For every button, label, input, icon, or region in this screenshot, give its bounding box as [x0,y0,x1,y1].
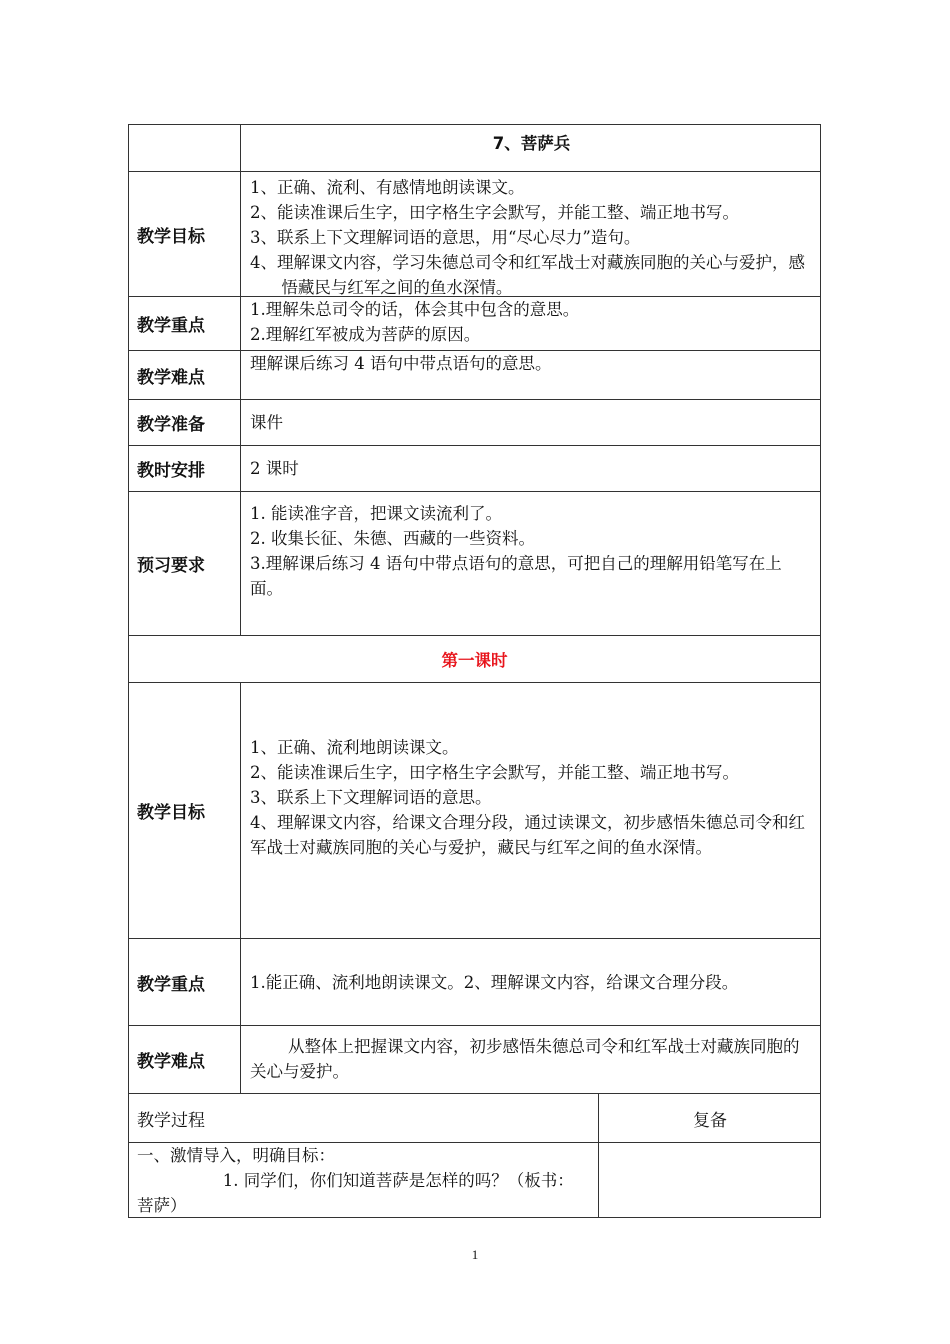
difficulty-line: 从整体上把握课文内容，初步感悟朱德总司令和红军战士对藏族同胞的关心与爱护。 [250,1037,800,1081]
row-label: 教学目标 [137,803,205,823]
process-header-row [128,1093,821,1142]
period-title-row [128,635,821,682]
difficulty-cell [240,351,821,399]
preview-line: 3.理解课后练习 4 语句中带点语句的意思，可把自己的理解用铅笔写在上面。 [250,554,782,598]
period-keypoints-row [128,938,821,1025]
preparation-row [128,399,821,445]
lesson-title: 7、菩萨兵 [492,134,571,153]
preparation-line: 课件 [250,413,283,432]
preview-line: 2. 收集长征、朱德、西藏的一些资料。 [250,529,535,548]
objective-line: 4、理解课文内容，学习朱德总司令和红军战士对藏族同胞的关心与爱护，感悟藏民与红军之间的鱼水深情。 [250,253,805,297]
period-title: 第一课时 [441,651,508,670]
keypoint-line: 1.能正确、流利地朗读课文。2、理解课文内容，给课文合理分段。 [250,972,739,992]
row-label: 教学重点 [137,316,205,336]
row-label: 教时安排 [137,461,205,481]
period-objectives-row [128,682,821,938]
row-label: 教学难点 [137,1052,205,1072]
objective-line: 2、能读准课后生字，田字格生字会默写，并能工整、端正地书写。 [250,763,739,782]
objective-line: 3、联系上下文理解词语的意思，用“尽心尽力”造句。 [250,228,641,247]
title-cell [240,125,821,171]
schedule-line: 2 课时 [250,459,299,478]
process-header: 教学过程 [137,1110,205,1131]
difficulty-line: 理解课后练习 4 语句中带点语句的意思。 [250,354,552,373]
objective-line: 1、正确、流利地朗读课文。 [250,738,459,757]
objectives-cell [240,172,821,296]
objectives-row [128,171,821,296]
keypoints-row [128,296,821,350]
title-row [128,124,821,171]
difficulty-row [128,350,821,399]
period-keypoints-cell [240,939,821,1025]
schedule-cell [240,446,821,491]
preview-row [128,491,821,635]
row-label-empty [128,125,240,171]
objective-line: 2、能读准课后生字，田字格生字会默写，并能工整、端正地书写。 [250,203,739,222]
page-number: 1 [471,1247,479,1262]
preview-cell [240,492,821,635]
process-row [128,1142,821,1218]
objective-line: 1、正确、流利、有感情地朗读课文。 [250,178,525,197]
preview-line: 1. 能读准字音，把课文读流利了。 [250,504,502,523]
row-label: 预习要求 [137,556,205,576]
schedule-row [128,445,821,491]
period-objectives-cell [240,683,821,938]
review-header: 复备 [598,1094,821,1142]
process-line: 1. 同学们，你们知道菩萨是怎样的吗？（板书：菩萨） [137,1171,574,1215]
row-label: 教学目标 [137,226,205,247]
review-cell [598,1143,821,1217]
keypoint-line: 2.理解红军被成为菩萨的原因。 [250,325,481,344]
keypoints-cell [240,297,821,350]
objective-line: 3、联系上下文理解词语的意思。 [250,788,492,807]
period-difficulty-row [128,1025,821,1093]
row-label: 教学重点 [137,974,205,995]
process-cell [137,1143,583,1218]
preparation-cell [240,400,821,445]
keypoint-line: 1.理解朱总司令的话，体会其中包含的意思。 [250,300,580,319]
process-line: 一、激情导入，明确目标： [137,1146,335,1165]
row-label: 教学难点 [137,367,205,388]
period-difficulty-cell [240,1026,821,1093]
row-label: 教学准备 [137,415,205,435]
objective-line: 4、理解课文内容，给课文合理分段，通过读课文，初步感悟朱德总司令和红军战士对藏族同胞的关心与爱护，藏民与红军之间的鱼水深情。 [250,813,805,857]
